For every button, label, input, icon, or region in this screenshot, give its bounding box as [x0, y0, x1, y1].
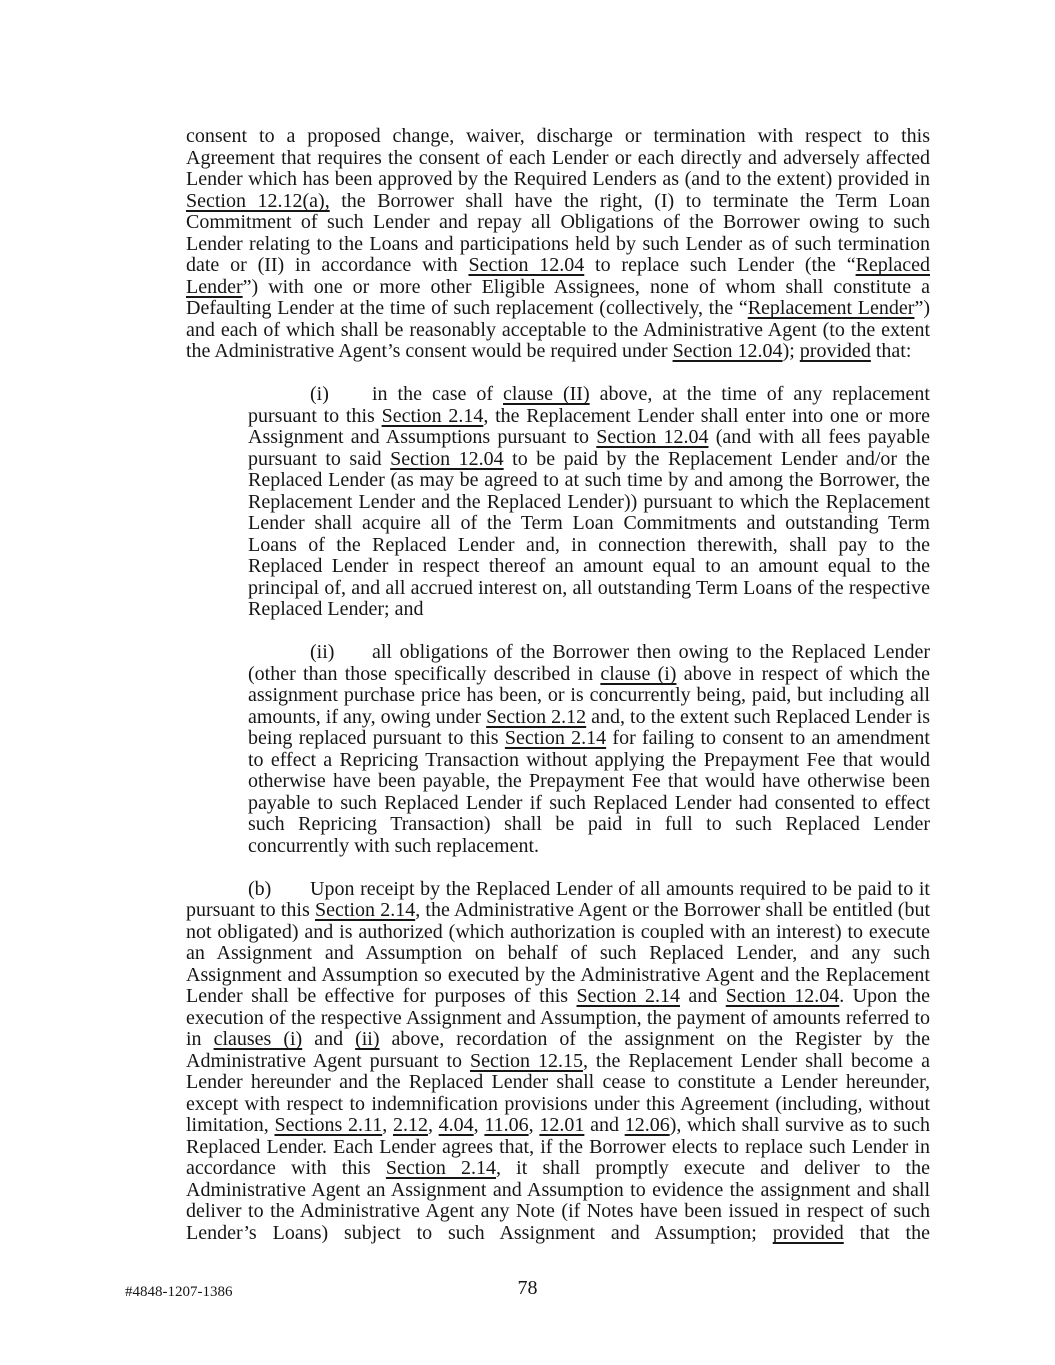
- text-run: that:: [870, 340, 912, 362]
- underlined-term: Section 2.14: [314, 899, 416, 921]
- text-run: ”) with one or more other Eligible Assignees, none of whom shall constitute a Defaulting Lender at the time of such replacement (collectively, the “: [186, 275, 930, 319]
- text-run: , the Administrative Agent or the Borrower shall be entitled (but not obligated) and is authorized (which authorization is coupled with an interest) to execute an Assignment and Assumption on behalf of such Replaced Lender, and any such Assignment and Assumption so executed by the Administrative Agent and the Replacement Lender shall be effective for purposes of this: [186, 899, 931, 1007]
- text-run: all obligations of the Borrower then owing to the Replaced Lender (other than those specifically described in: [248, 641, 930, 685]
- text-run: , the Replacement Lender shall enter into one or more Assignment and Assumptions pursuant to: [248, 404, 930, 448]
- text-run: ”) and each of which shall be reasonably acceptable to the Administrative Agent (to the extent the Administrative Agent’s consent would be required under: [186, 297, 930, 362]
- page-footer: [0, 1277, 1055, 1307]
- underlined-term: provided: [772, 1221, 844, 1244]
- text-run: for failing to consent to an amendment to effect a Repricing Transaction without applying the Prepayment Fee that would otherwise have been payable, the Prepayment Fee that would have otherwise been payable to such Replaced Lender if such Replaced Lender had consented to effect such Repricing Transaction) shall be paid in full to such Replaced Lender concurrently with such replacement.: [248, 727, 930, 857]
- underlined-term: clause (II): [503, 383, 590, 405]
- text-run: above, recordation of the assignment on the Register by the Administrative Agent pursuant to: [186, 1028, 930, 1072]
- paragraph-clause-i: [248, 384, 930, 621]
- text-run: ,: [473, 1114, 485, 1136]
- underlined-term: clauses (i): [213, 1028, 303, 1050]
- paragraph-subsection-b: [186, 879, 930, 1245]
- underlined-term: Section 12.04: [672, 340, 783, 362]
- underlined-term: Section 12.04: [390, 447, 504, 470]
- text-run: the Borrower shall have the right, (I) to terminate the Term Loan Commitment of such Lender and repay all Obligations of the Borrower owing to such Lender relating to the Loans and participations held by such Lender as of such termination date or (II) in accordance with: [186, 189, 930, 276]
- text-run: that the: [843, 1221, 930, 1244]
- underlined-term: Section 2.14: [576, 985, 680, 1007]
- paragraph-label: (i): [310, 383, 329, 405]
- document-control-number: #4848-1207-1386: [125, 1284, 233, 1300]
- text-run: and: [584, 1114, 625, 1136]
- paragraph-label: (b): [248, 877, 272, 900]
- text-run: ,: [427, 1114, 439, 1136]
- underlined-term: provided: [799, 340, 871, 362]
- page-body: [186, 126, 930, 1266]
- underlined-term: Section 2.14: [385, 1157, 497, 1179]
- text-run: and: [679, 985, 726, 1007]
- underlined-term: clause (i): [600, 662, 677, 685]
- underlined-term: Replacement Lender: [747, 297, 915, 319]
- text-run: . Upon the execution of the respective Assignment and Assumption, the payment of amounts referred to in: [186, 985, 930, 1050]
- text-run: and: [302, 1028, 356, 1050]
- underlined-term: Section 2.12: [486, 705, 587, 728]
- text-run: );: [782, 340, 800, 362]
- underlined-term: Section 2.14: [381, 404, 484, 427]
- underlined-term: Sections 2.11: [274, 1114, 383, 1136]
- text-run: ,: [528, 1114, 540, 1136]
- underlined-term: 4.04: [438, 1114, 474, 1136]
- underlined-term: 12.06: [624, 1114, 670, 1136]
- paragraph-continuation: [186, 126, 930, 363]
- underlined-term: Section 2.14: [504, 727, 607, 749]
- text-run: above, at the time of any replacement pursuant to this: [248, 383, 930, 427]
- text-run: consent to a proposed change, waiver, discharge or termination with respect to this Agreement that requires the consent of each Lender or each directly and adversely affected Lender which has been approved by the Required Lenders as (and to the extent) provided in: [186, 125, 930, 190]
- text-run: ), which shall survive as to such Replaced Lender. Each Lender agrees that, if the Borrower elects to replace such Lender in accordance with this: [186, 1114, 931, 1179]
- text-run: (and with all fees payable pursuant to said: [248, 426, 930, 470]
- underlined-term: Section 12.15: [470, 1049, 583, 1072]
- underlined-term: Section 12.04: [725, 985, 840, 1007]
- text-run: , it shall promptly execute and deliver to the Administrative Agent an Assignment and Assumption to evidence the assignment and shall deliver to the Administrative Agent any Note (if Notes have been issued in respect of such Lender’s Loans) subject to such Assignment and Assumption;: [186, 1157, 930, 1244]
- underlined-term: Section 12.04: [468, 254, 585, 276]
- text-run: ,: [382, 1114, 393, 1136]
- underlined-term: (ii): [355, 1028, 380, 1050]
- text-run: and, to the extent such Replaced Lender is being replaced pursuant to this: [248, 705, 930, 749]
- paragraph-clause-ii: [248, 642, 930, 857]
- text-run: to be paid by the Replacement Lender and/or the Replaced Lender (as may be agreed to at such time by and among the Borrower, the Replacement Lender and the Replaced Lender)) pursuant to which the Replacement Lender shall acquire all of the Term Loan Commitments and outstanding Term Loans of the Replaced Lender and, in connection therewith, shall pay to the Replaced Lender in respect thereof an amount equal to an amount equal to the principal of, and all accrued interest on, all outstanding Term Loans of the respective Replaced Lender; and: [248, 447, 930, 620]
- underlined-term: 12.01: [539, 1114, 585, 1136]
- underlined-term: 11.06: [484, 1114, 529, 1136]
- text-run: in the case of: [372, 383, 504, 405]
- text-run: Upon receipt by the Replaced Lender of all amounts required to be paid to it pursuant to this: [186, 877, 930, 921]
- page-number: 78: [517, 1277, 538, 1299]
- underlined-term: Replaced Lender: [186, 254, 930, 298]
- underlined-term: Section 12.04: [596, 426, 709, 448]
- text-run: , the Replacement Lender shall become a Lender hereunder and the Replaced Lender shall cease to constitute a Lender hereunder, except with respect to indemnification provisions under this Agreement (including, without limitation,: [186, 1049, 931, 1136]
- text-run: to replace such Lender (the “: [584, 254, 856, 276]
- underlined-term: Section 12.12(a),: [186, 189, 330, 212]
- paragraph-label: (ii): [310, 641, 335, 663]
- underlined-term: 2.12: [392, 1114, 428, 1136]
- text-run: above in respect of which the assignment purchase price has been, or is concurrently being, paid, but including all amounts, if any, owing under: [248, 662, 930, 728]
